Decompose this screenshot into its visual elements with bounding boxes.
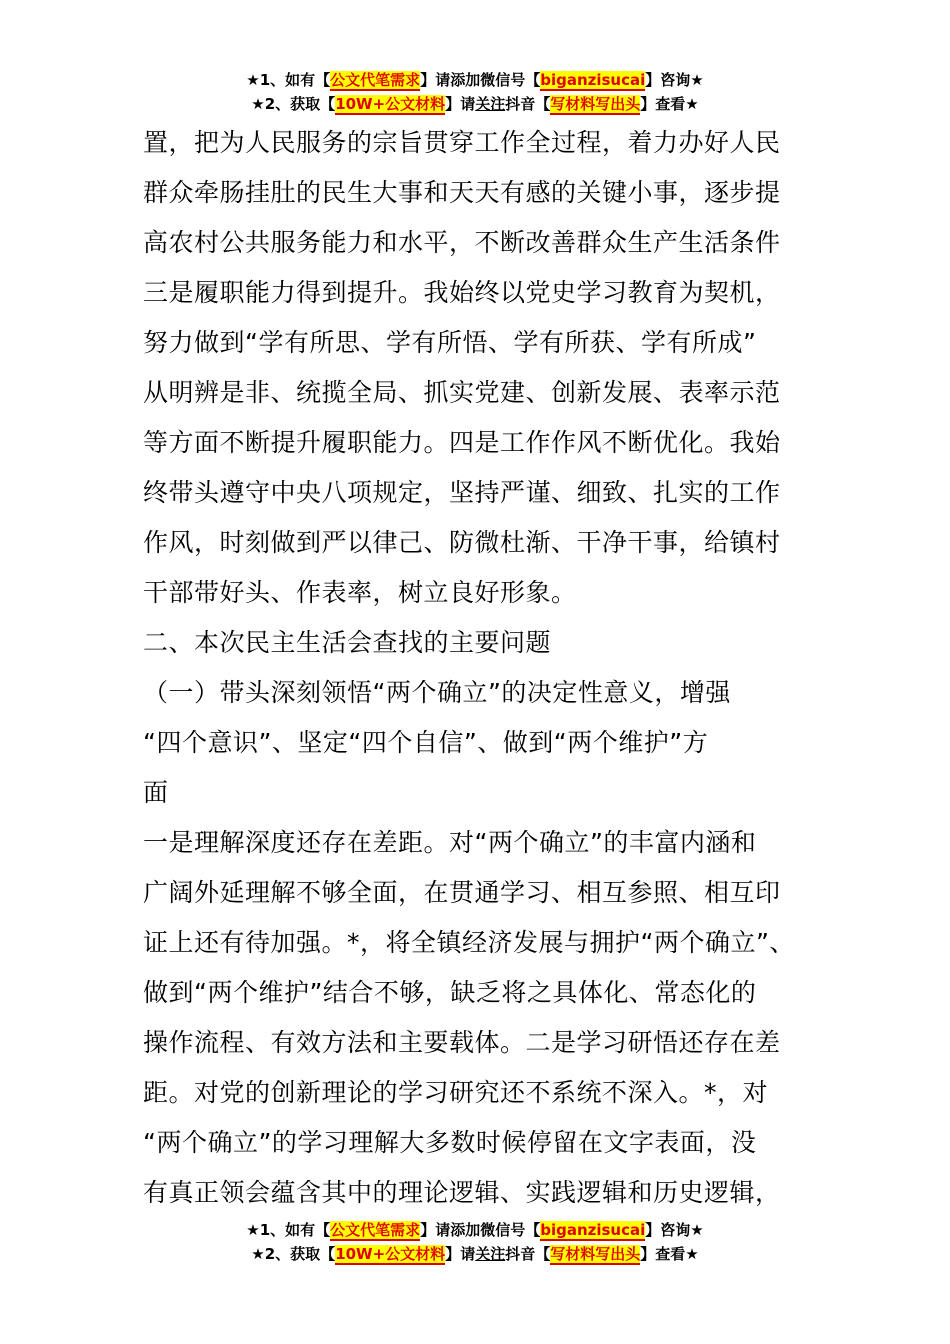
banner-underlined-text: 关注 [475, 1245, 506, 1263]
body-line: 高农村公共服务能力和水平，不断改善群众生产生活条件 [143, 228, 781, 257]
banner-text: 抖音【 [505, 95, 551, 113]
banner-line-1 [0, 68, 950, 92]
header-banner [0, 68, 950, 116]
banner-text: 】请 [445, 1245, 476, 1263]
body-line: 距。对党的创新理论的学习研究还不系统不深入。*，对 [143, 1078, 769, 1107]
body-line: 做到“两个维护”结合不够，缺乏将之具体化、常态化的 [143, 978, 757, 1007]
body-line: 操作流程、有效方法和主要载体。二是学习研悟还存在差 [143, 1028, 781, 1057]
body-line: 有真正领会蕴含其中的理论逻辑、实践逻辑和历史逻辑， [143, 1178, 781, 1207]
section-heading: 二、本次民主生活会查找的主要问题 [143, 628, 552, 657]
banner-text: ★2、获取【 [251, 95, 336, 113]
banner-highlight: 10W+公文材料 [335, 1245, 446, 1263]
body-line: 证上还有待加强。*，将全镇经济发展与拥护“两个确立”、 [143, 928, 795, 957]
banner-line-2 [0, 92, 950, 116]
wechat-id-highlight: biganzisucai [540, 71, 646, 89]
banner-text: 】请添加微信号【 [420, 71, 541, 89]
banner-highlight: 10W+公文材料 [335, 95, 446, 113]
banner-text: ★1、如有【 [246, 1221, 331, 1239]
body-line: 从明辨是非、统揽全局、抓实党建、创新发展、表率示范 [143, 378, 781, 407]
banner-line-1 [0, 1218, 950, 1242]
banner-underlined-text: 关注 [475, 95, 506, 113]
banner-text: 】咨询★ [645, 71, 704, 89]
douyin-account-highlight: 写材料写出头 [550, 1245, 641, 1263]
douyin-account-highlight: 写材料写出头 [550, 95, 641, 113]
document-body [143, 118, 823, 1218]
body-line: 一是理解深度还存在差距。对“两个确立”的丰富内涵和 [143, 828, 757, 857]
banner-text: 】请 [445, 95, 476, 113]
body-line: 三是履职能力得到提升。我始终以党史学习教育为契机， [143, 278, 781, 307]
banner-text: ★2、获取【 [251, 1245, 336, 1263]
subsection-heading-line: 面 [143, 778, 169, 807]
banner-text: 】咨询★ [645, 1221, 704, 1239]
body-line: “两个确立”的学习理解大多数时候停留在文字表面，没 [143, 1128, 757, 1157]
body-line: 群众牵肠挂肚的民生大事和天天有感的关键小事，逐步提 [143, 178, 781, 207]
banner-text: 】查看★ [640, 1245, 699, 1263]
body-line: 等方面不断提升履职能力。四是工作作风不断优化。我始 [143, 428, 781, 457]
subsection-heading-line: “四个意识”、坚定“四个自信”、做到“两个维护”方 [143, 728, 709, 757]
body-line: 努力做到“学有所思、学有所悟、学有所获、学有所成” [143, 328, 757, 357]
body-line: 作风，时刻做到严以律己、防微杜渐、干净干事，给镇村 [143, 528, 781, 557]
banner-text: 抖音【 [505, 1245, 551, 1263]
body-line: 终带头遵守中央八项规定，坚持严谨、细致、扎实的工作 [143, 478, 781, 507]
body-line: 置，把为人民服务的宗旨贯穿工作全过程，着力办好人民 [143, 128, 781, 157]
banner-highlight: 公文代笔需求 [330, 1221, 421, 1239]
wechat-id-highlight: biganzisucai [540, 1221, 646, 1239]
banner-text: 】查看★ [640, 95, 699, 113]
banner-text: ★1、如有【 [246, 71, 331, 89]
banner-highlight: 公文代笔需求 [330, 71, 421, 89]
banner-line-2 [0, 1242, 950, 1266]
banner-text: 】请添加微信号【 [420, 1221, 541, 1239]
footer-banner [0, 1218, 950, 1266]
body-line: 广阔外延理解不够全面，在贯通学习、相互参照、相互印 [143, 878, 781, 907]
body-line: 干部带好头、作表率，树立良好形象。 [143, 578, 577, 607]
subsection-heading-line: （一）带头深刻领悟“两个确立”的决定性意义，增强 [143, 678, 731, 707]
